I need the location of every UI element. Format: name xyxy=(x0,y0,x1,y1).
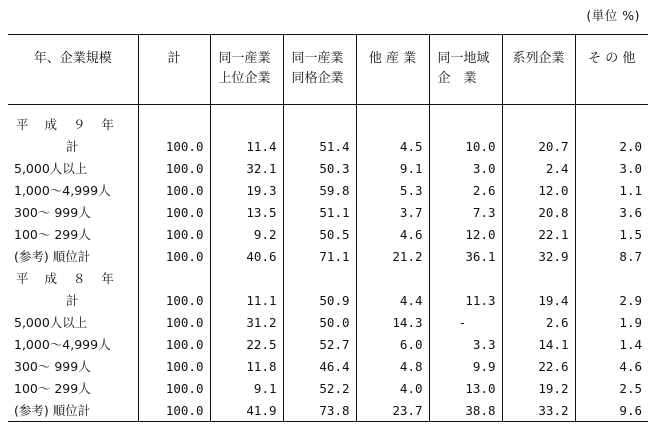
table-cell: 19.4 xyxy=(502,289,575,311)
row-label: 平 成 ９ 年 xyxy=(16,117,120,132)
table-cell: 3.3 xyxy=(429,333,502,355)
row-label: (参考) 順位計 xyxy=(8,399,138,422)
table-cell xyxy=(575,267,648,289)
table-cell: 19.2 xyxy=(502,377,575,399)
header-row xyxy=(8,35,648,105)
table-cell: 11.3 xyxy=(429,289,502,311)
table-cell: 7.3 xyxy=(429,201,502,223)
table-cell: 22.6 xyxy=(502,355,575,377)
table-cell: 4.5 xyxy=(356,135,429,157)
column-header-1 xyxy=(138,35,210,105)
table-cell xyxy=(138,105,210,136)
table-cell: 2.6 xyxy=(502,311,575,333)
table-cell: 3.0 xyxy=(575,157,648,179)
table-row xyxy=(8,399,648,422)
table-cell: 1.5 xyxy=(575,223,648,245)
table-cell: 100.0 xyxy=(138,333,210,355)
table-cell xyxy=(502,267,575,289)
table-cell: 14.1 xyxy=(502,333,575,355)
table-cell xyxy=(575,105,648,136)
table-cell: 100.0 xyxy=(138,223,210,245)
unit-note: (単位 %) xyxy=(586,8,640,23)
table-cell: 50.9 xyxy=(283,289,356,311)
table-cell: 2.9 xyxy=(575,289,648,311)
column-header-3 xyxy=(283,35,356,105)
table-cell: 4.6 xyxy=(356,223,429,245)
table-cell: 33.2 xyxy=(502,399,575,422)
table-cell xyxy=(283,105,356,136)
table-cell: 23.7 xyxy=(356,399,429,422)
table-cell: 5.3 xyxy=(356,179,429,201)
table-cell: 32.9 xyxy=(502,245,575,267)
row-label: 300～ 999人 xyxy=(14,205,91,220)
row-label: (参考) 順位計 xyxy=(14,249,91,264)
table-cell: 3.0 xyxy=(429,157,502,179)
table-cell: 2.6 xyxy=(429,179,502,201)
table-cell: 21.2 xyxy=(356,245,429,267)
table-cell: 100.0 xyxy=(138,135,210,157)
column-header-line1: そ の 他 xyxy=(588,51,636,66)
table-cell: 100.0 xyxy=(138,245,210,267)
table-cell: - xyxy=(429,311,502,333)
table-cell: 4.4 xyxy=(356,289,429,311)
table-cell: 13.0 xyxy=(429,377,502,399)
table-cell: 4.8 xyxy=(356,355,429,377)
table-row xyxy=(8,377,648,399)
table-cell: 71.1 xyxy=(283,245,356,267)
table-cell: 100.0 xyxy=(138,377,210,399)
table-cell: 4.0 xyxy=(356,377,429,399)
table-cell: 3.7 xyxy=(356,201,429,223)
table-cell xyxy=(356,105,429,136)
table-cell: 22.1 xyxy=(502,223,575,245)
table-cell: 50.0 xyxy=(283,311,356,333)
table-cell: 41.9 xyxy=(210,399,283,422)
column-header-0 xyxy=(8,35,138,105)
column-header-line1: 同一産業 xyxy=(291,51,344,66)
row-label: 計 xyxy=(66,293,79,308)
column-header-line1: 他 産 業 xyxy=(368,51,417,66)
table-cell xyxy=(283,267,356,289)
column-header-line1: 同一産業 xyxy=(218,51,271,66)
table-row xyxy=(8,311,648,333)
table-cell: 9.9 xyxy=(429,355,502,377)
table-cell: 100.0 xyxy=(138,201,210,223)
row-label: 平 成 ８ 年 xyxy=(16,271,120,286)
table-cell: 10.0 xyxy=(429,135,502,157)
table-cell xyxy=(502,105,575,136)
table-cell: 8.7 xyxy=(575,245,648,267)
table-cell: 32.1 xyxy=(210,157,283,179)
table-cell: 1.1 xyxy=(575,179,648,201)
table-cell: 100.0 xyxy=(138,157,210,179)
row-label: 計 xyxy=(66,139,79,154)
table-cell: 9.2 xyxy=(210,223,283,245)
row-label: 5,000人以上 xyxy=(14,315,88,330)
table-cell xyxy=(138,267,210,289)
table-cell: 100.0 xyxy=(138,355,210,377)
table-cell: 73.8 xyxy=(283,399,356,422)
table-cell: 40.6 xyxy=(210,245,283,267)
table-row xyxy=(8,289,648,311)
table-cell: 59.8 xyxy=(283,179,356,201)
table-cell: 9.1 xyxy=(210,377,283,399)
table-cell: 1.4 xyxy=(575,333,648,355)
table-cell: 2.5 xyxy=(575,377,648,399)
table-cell: 51.4 xyxy=(283,135,356,157)
column-header-line1: 同一地域 xyxy=(437,51,490,66)
row-label: 1,000～4,999人 xyxy=(14,337,111,352)
table-cell: 11.1 xyxy=(210,289,283,311)
table-cell: 6.0 xyxy=(356,333,429,355)
table-cell: 14.3 xyxy=(356,311,429,333)
table-cell: 12.0 xyxy=(502,179,575,201)
table-cell: 31.2 xyxy=(210,311,283,333)
table-cell: 51.1 xyxy=(283,201,356,223)
data-table xyxy=(8,34,648,422)
table-cell: 12.0 xyxy=(429,223,502,245)
table-header xyxy=(8,35,648,105)
table-cell: 11.8 xyxy=(210,355,283,377)
column-header-5 xyxy=(429,35,502,105)
table-cell: 11.4 xyxy=(210,135,283,157)
column-header-line1: 年、企業規模 xyxy=(33,51,112,66)
table-cell: 19.3 xyxy=(210,179,283,201)
table-row xyxy=(8,157,648,179)
table-cell: 4.6 xyxy=(575,355,648,377)
row-label: 300～ 999人 xyxy=(14,359,91,374)
column-header-6 xyxy=(502,35,575,105)
row-label: 100～ 299人 xyxy=(14,227,91,242)
table-cell: 100.0 xyxy=(138,179,210,201)
table-row xyxy=(8,201,648,223)
table-cell: 52.2 xyxy=(283,377,356,399)
row-label: 5,000人以上 xyxy=(14,161,88,176)
table-cell: 20.8 xyxy=(502,201,575,223)
table-cell xyxy=(356,267,429,289)
table-row xyxy=(8,135,648,157)
table-cell: 22.5 xyxy=(210,333,283,355)
table-cell: 2.0 xyxy=(575,135,648,157)
table-cell xyxy=(210,267,283,289)
column-header-2 xyxy=(210,35,283,105)
table-cell: 2.4 xyxy=(502,157,575,179)
table-cell: 38.8 xyxy=(429,399,502,422)
table-cell: 100.0 xyxy=(138,399,210,422)
table-row xyxy=(8,245,648,267)
column-header-4 xyxy=(356,35,429,105)
table-body xyxy=(8,105,648,422)
table-cell: 1.9 xyxy=(575,311,648,333)
column-header-line1: 計 xyxy=(167,51,181,66)
column-header-line2: 上位企業 xyxy=(218,71,271,86)
table-cell: 50.5 xyxy=(283,223,356,245)
table-cell: 36.1 xyxy=(429,245,502,267)
column-header-line2: 同格企業 xyxy=(291,71,344,86)
table-cell xyxy=(210,105,283,136)
table-cell: 52.7 xyxy=(283,333,356,355)
column-header-7 xyxy=(575,35,648,105)
table-row xyxy=(8,179,648,201)
table-cell: 3.6 xyxy=(575,201,648,223)
table-cell xyxy=(429,105,502,136)
table-cell: 9.1 xyxy=(356,157,429,179)
table-cell: 46.4 xyxy=(283,355,356,377)
table-cell: 9.6 xyxy=(575,399,648,422)
table-row xyxy=(8,333,648,355)
table-cell xyxy=(429,267,502,289)
table-row xyxy=(8,223,648,245)
table-cell: 100.0 xyxy=(138,289,210,311)
table-row xyxy=(8,355,648,377)
table-row xyxy=(8,105,648,136)
table-cell: 20.7 xyxy=(502,135,575,157)
column-header-line2: 企 業 xyxy=(437,71,477,86)
row-label: 1,000～4,999人 xyxy=(14,183,111,198)
table-cell: 13.5 xyxy=(210,201,283,223)
row-label: 100～ 299人 xyxy=(14,381,91,396)
column-header-line1: 系列企業 xyxy=(512,51,565,66)
table-cell: 100.0 xyxy=(138,311,210,333)
table-row xyxy=(8,267,648,289)
table-cell: 50.3 xyxy=(283,157,356,179)
